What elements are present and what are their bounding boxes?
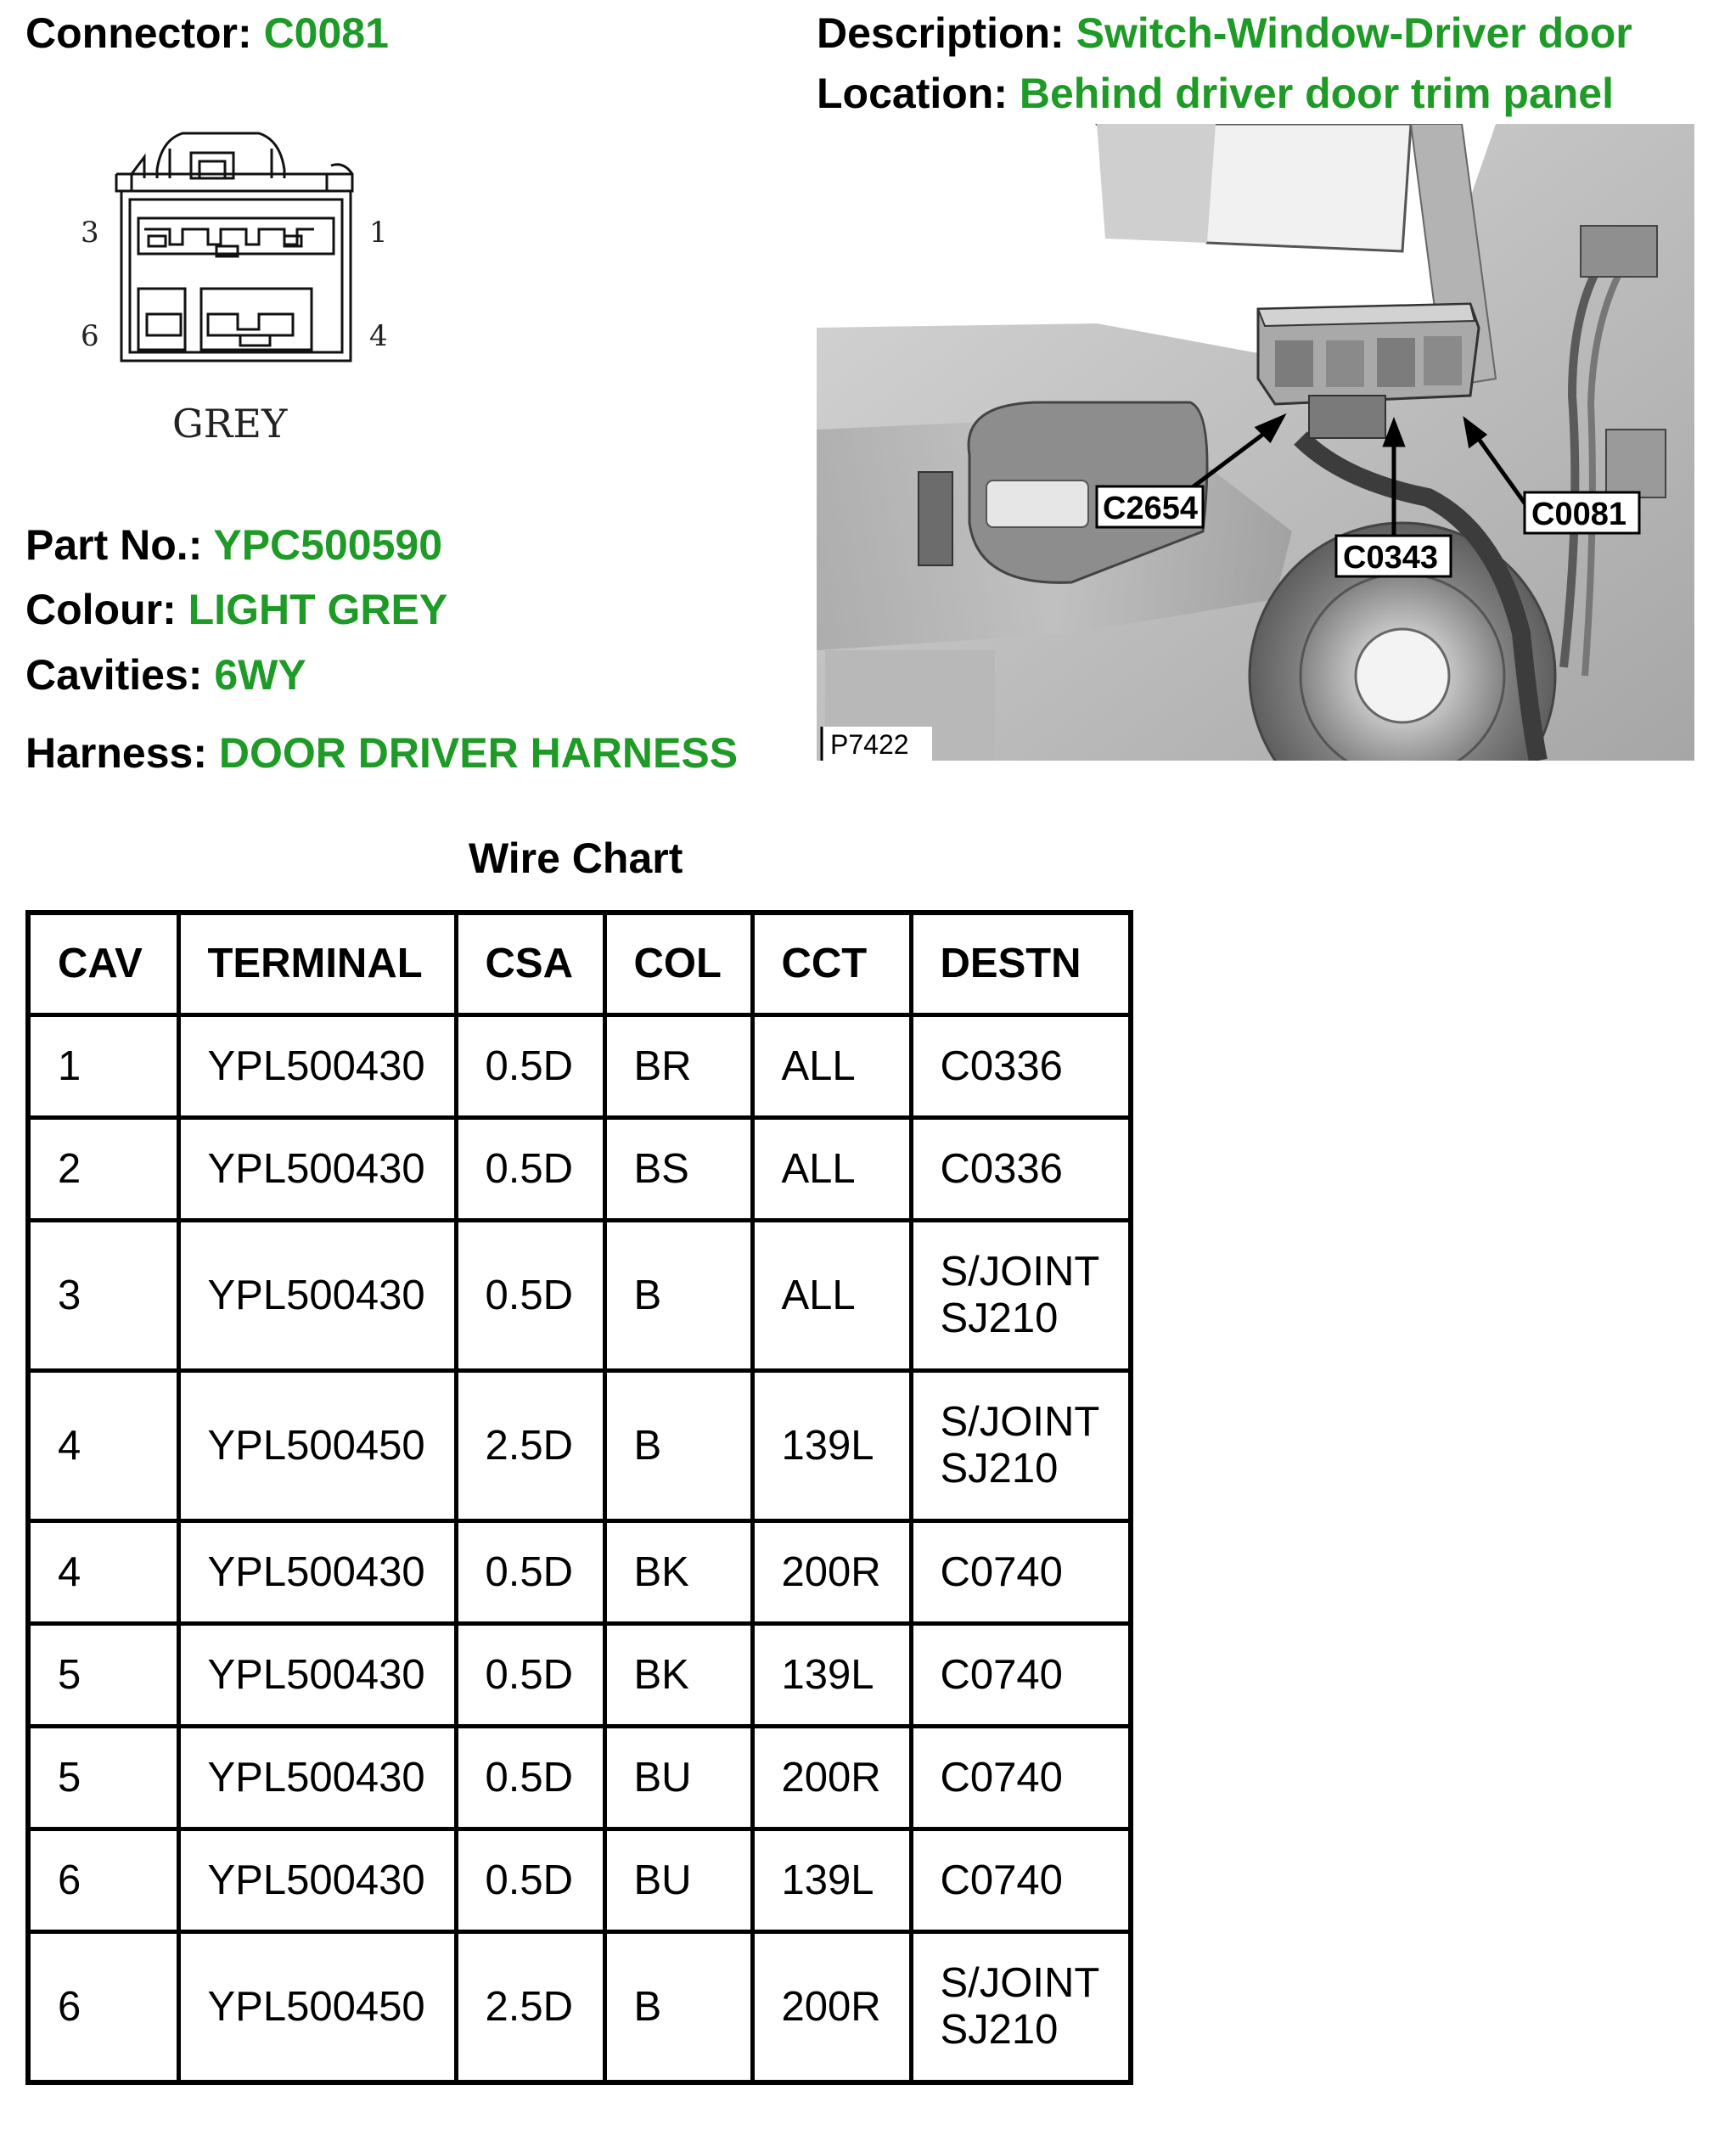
cell-terminal: YPL500430	[178, 1521, 456, 1624]
cell-csa: 2.5D	[456, 1371, 604, 1521]
cell-terminal: YPL500430	[178, 1624, 456, 1727]
table-row	[28, 1829, 1131, 1932]
destn-line-2: SJ210	[940, 2007, 1059, 2053]
cell-cct: 139L	[752, 1829, 911, 1932]
cell-terminal: YPL500430	[178, 1829, 456, 1932]
photo-callout-c2654: C2654	[1103, 491, 1198, 526]
photo-callout-c0081: C0081	[1531, 497, 1626, 532]
description-label: Description:	[817, 9, 1065, 57]
cell-csa: 0.5D	[456, 1221, 604, 1371]
cell-col: BR	[604, 1015, 752, 1118]
connector-value: C0081	[263, 9, 389, 57]
destn-line-1: C0336	[940, 1145, 1063, 1192]
cell-csa: 2.5D	[456, 1932, 604, 2083]
cell-cct: ALL	[752, 1015, 911, 1118]
cell-destn	[911, 1371, 1131, 1521]
table-row	[28, 1727, 1131, 1829]
col-header-cct: CCT	[752, 913, 911, 1015]
destn-line-1: S/JOINT	[940, 1960, 1100, 2007]
cell-destn	[911, 1624, 1131, 1727]
wire-chart-table	[25, 910, 1133, 2085]
cell-destn	[911, 1727, 1131, 1829]
cell-cct: ALL	[752, 1221, 911, 1371]
colour-line	[25, 588, 447, 631]
cell-csa: 0.5D	[456, 1624, 604, 1727]
connector-label: Connector:	[25, 9, 252, 57]
destn-line-1: S/JOINT	[940, 1249, 1100, 1295]
cell-csa: 0.5D	[456, 1118, 604, 1221]
cell-terminal: YPL500430	[178, 1221, 456, 1371]
cell-destn	[911, 1118, 1131, 1221]
cell-cav: 1	[28, 1015, 178, 1118]
cell-col: B	[604, 1221, 752, 1371]
cell-cav: 4	[28, 1521, 178, 1624]
cell-destn	[911, 1521, 1131, 1624]
cell-terminal: YPL500430	[178, 1118, 456, 1221]
cell-cct: 200R	[752, 1727, 911, 1829]
cell-csa: 0.5D	[456, 1015, 604, 1118]
cell-col: BU	[604, 1829, 752, 1932]
cell-col: BU	[604, 1727, 752, 1829]
pin-label-1: 1	[369, 216, 388, 250]
cell-col: B	[604, 1371, 752, 1521]
destn-line-1: C0740	[940, 1857, 1063, 1903]
wire-chart-title: Wire Chart	[469, 834, 683, 882]
cell-cav: 5	[28, 1624, 178, 1727]
destn-line-1: C0740	[940, 1754, 1063, 1801]
destn-line-1: C0740	[940, 1651, 1063, 1698]
col-header-col: COL	[604, 913, 752, 1015]
cell-csa: 0.5D	[456, 1521, 604, 1624]
cell-cct: ALL	[752, 1118, 911, 1221]
col-header-cav: CAV	[28, 913, 178, 1015]
cell-csa: 0.5D	[456, 1727, 604, 1829]
cell-col: BK	[604, 1521, 752, 1624]
part-no-line	[25, 521, 443, 569]
cell-col: BK	[604, 1624, 752, 1727]
table-header-row	[28, 913, 1131, 1015]
description-value: Switch-Window-Driver door	[1076, 9, 1632, 57]
destn-line-1: C0740	[940, 1548, 1063, 1595]
table-row	[28, 1624, 1131, 1727]
description-line	[817, 9, 1632, 57]
cell-cav: 2	[28, 1118, 178, 1221]
connector-colour-text: GREY	[172, 401, 288, 447]
cell-terminal: YPL500450	[178, 1932, 456, 2083]
cell-destn	[911, 1015, 1131, 1118]
harness-line	[25, 729, 739, 777]
cell-cct: 139L	[752, 1371, 911, 1521]
table-row	[28, 1221, 1131, 1371]
harness-label: Harness:	[25, 729, 207, 777]
cell-cav: 6	[28, 1829, 178, 1932]
table-row	[28, 1521, 1131, 1624]
col-header-terminal: TERMINAL	[178, 913, 456, 1015]
cell-cct: 200R	[752, 1521, 911, 1624]
harness-value: DOOR DRIVER HARNESS	[218, 729, 739, 777]
cell-col: BS	[604, 1118, 752, 1221]
cell-col: B	[604, 1932, 752, 2083]
cell-cav: 4	[28, 1371, 178, 1521]
cavities-label: Cavities:	[25, 651, 203, 699]
photo-callout-c0343: C0343	[1343, 540, 1438, 576]
colour-value: LIGHT GREY	[188, 586, 448, 633]
col-header-destn: DESTN	[911, 913, 1131, 1015]
cell-cct: 139L	[752, 1624, 911, 1727]
colour-label: Colour:	[25, 586, 177, 633]
cell-destn	[911, 1932, 1131, 2083]
location-value: Behind driver door trim panel	[1019, 70, 1614, 117]
photo-figure-id: P7422	[830, 729, 909, 760]
location-photo	[817, 124, 1694, 761]
part-no-value: YPC500590	[213, 521, 443, 569]
cell-cav: 6	[28, 1932, 178, 2083]
table-row	[28, 1932, 1131, 2083]
part-no-label: Part No.:	[25, 521, 203, 569]
cell-cct: 200R	[752, 1932, 911, 2083]
cell-csa: 0.5D	[456, 1829, 604, 1932]
cell-cav: 3	[28, 1221, 178, 1371]
cell-destn	[911, 1829, 1131, 1932]
destn-line-2: SJ210	[940, 1446, 1059, 1492]
pin-label-3: 3	[81, 216, 99, 250]
cell-terminal: YPL500450	[178, 1371, 456, 1521]
destn-line-1: S/JOINT	[940, 1399, 1100, 1446]
connector-line	[25, 9, 389, 57]
col-header-csa: CSA	[456, 913, 604, 1015]
location-line	[817, 72, 1614, 115]
table-row	[28, 1118, 1131, 1221]
cavities-value: 6WY	[214, 651, 306, 699]
destn-line-2: SJ210	[940, 1295, 1059, 1341]
location-label: Location:	[817, 70, 1008, 117]
connector-face-diagram	[81, 123, 407, 458]
cell-cav: 5	[28, 1727, 178, 1829]
cell-destn	[911, 1221, 1131, 1371]
pin-label-4: 4	[369, 319, 388, 353]
table-row	[28, 1371, 1131, 1521]
pin-label-6: 6	[81, 319, 99, 353]
cell-terminal: YPL500430	[178, 1727, 456, 1829]
cell-terminal: YPL500430	[178, 1015, 456, 1118]
cavities-line	[25, 651, 306, 699]
table-row	[28, 1015, 1131, 1118]
destn-line-1: C0336	[940, 1042, 1063, 1089]
